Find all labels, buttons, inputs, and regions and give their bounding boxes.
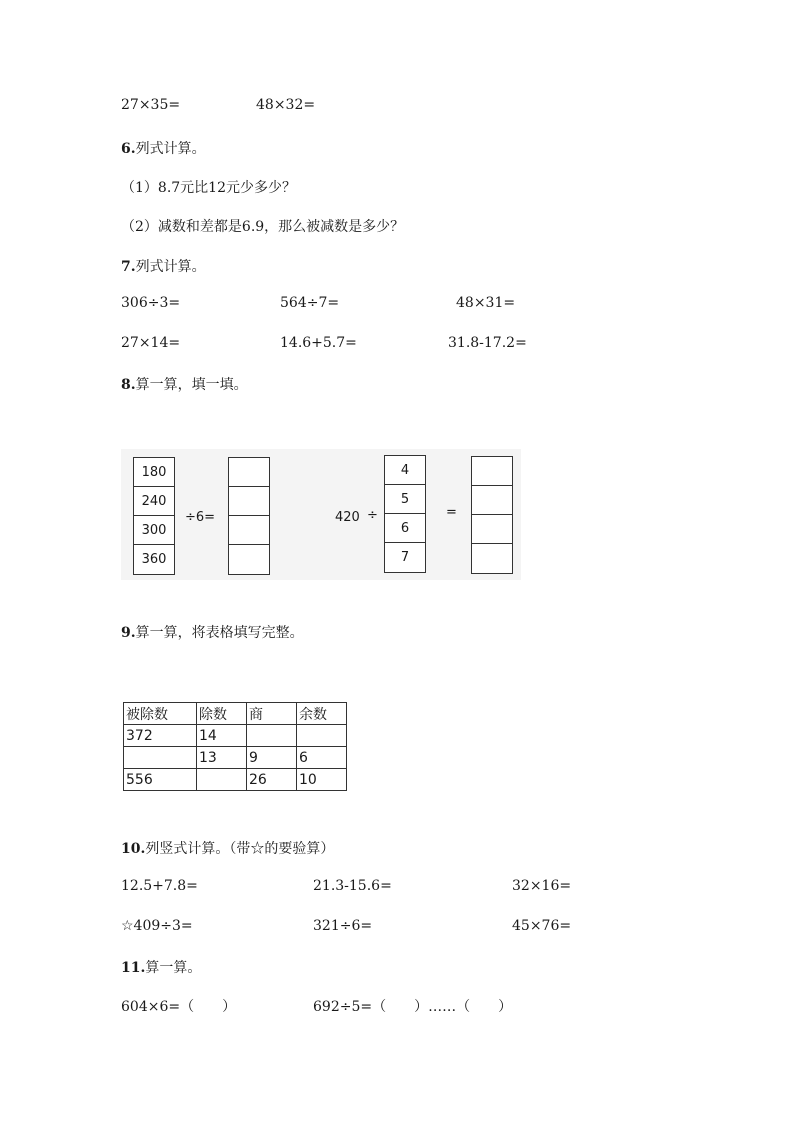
table-cell: 556 <box>124 769 197 791</box>
table-cell: 6 <box>297 747 347 769</box>
dividend-cell: 300 <box>134 516 174 545</box>
q10-expr-6: 45×76= <box>512 918 572 934</box>
table-cell: 26 <box>247 769 297 791</box>
q7-expr-1: 306÷3= <box>121 295 181 311</box>
answer-box[interactable] <box>472 515 512 544</box>
table-row <box>124 725 347 747</box>
q11-heading <box>121 957 201 977</box>
q11-title: 算一算。 <box>145 960 202 976</box>
q10-heading <box>121 838 334 858</box>
q6-item-2: （2）减数和差都是6.9，那么被减数是多少？ <box>121 219 405 235</box>
q7-expr-4: 27×14= <box>121 335 181 351</box>
table-cell[interactable] <box>297 725 347 747</box>
division-table <box>123 702 347 791</box>
divisor-cell: 5 <box>385 485 425 514</box>
answer-box[interactable] <box>472 544 512 573</box>
table-row <box>124 769 347 791</box>
q7-expr-6: 31.8-17.2= <box>448 335 527 351</box>
q11-expr-2: 692÷5=（ ）……（ ） <box>313 999 513 1015</box>
q8-number: 8. <box>121 377 136 393</box>
header-divisor: 除数 <box>197 703 247 725</box>
q6-title: 列式计算。 <box>135 141 206 157</box>
expr-27x35: 27×35= <box>121 97 181 113</box>
q11-expr-1: 604×6=（ ） <box>121 999 237 1015</box>
table-cell[interactable] <box>197 769 247 791</box>
q8-heading <box>121 374 248 394</box>
q7-expr-3: 48×31= <box>456 295 516 311</box>
divisor-cell: 6 <box>385 514 425 543</box>
dividend-420: 420 <box>335 510 360 525</box>
q10-expr-2: 21.3-15.6= <box>313 878 392 894</box>
divide-by-six: ÷6= <box>185 510 216 525</box>
divisor-cell: 4 <box>385 456 425 485</box>
header-remainder: 余数 <box>297 703 347 725</box>
answer-box[interactable] <box>229 458 269 487</box>
divisor-cell: 7 <box>400 550 410 565</box>
q8-title: 算一算，填一填。 <box>135 377 248 393</box>
q7-expr-2: 564÷7= <box>280 295 340 311</box>
q6-item-1: （1）8.7元比12元少多少？ <box>121 180 296 196</box>
q7-expr-5: 14.6+5.7= <box>280 335 357 351</box>
q10-expr-5: 321÷6= <box>313 918 373 934</box>
answer-box[interactable] <box>229 545 269 574</box>
table-cell[interactable] <box>247 725 297 747</box>
dividend-cell: 240 <box>134 487 174 516</box>
header-dividend: 被除数 <box>124 703 197 725</box>
q9-number: 9. <box>121 625 136 641</box>
divisor-stack <box>384 455 426 573</box>
q10-number: 10. <box>121 841 146 857</box>
division-figure <box>121 449 521 580</box>
dividend-cell: 180 <box>134 458 174 487</box>
q6-number: 6. <box>121 141 136 157</box>
q7-number: 7. <box>121 259 136 275</box>
q6-heading <box>121 138 206 158</box>
q11-number: 11. <box>121 960 146 976</box>
q7-heading <box>121 256 206 276</box>
q10-expr-4: ☆409÷3= <box>121 918 193 934</box>
table-cell[interactable] <box>124 747 197 769</box>
q10-title: 列竖式计算。（带☆的要验算） <box>145 841 335 857</box>
q10-expr-3: 32×16= <box>512 878 572 894</box>
table-row <box>124 747 347 769</box>
q9-heading <box>121 622 304 642</box>
table-cell: 10 <box>297 769 347 791</box>
divide-sign: ÷ <box>367 508 378 523</box>
q10-expr-1: 12.5+7.8= <box>121 878 198 894</box>
q7-title: 列式计算。 <box>135 259 206 275</box>
table-header-row <box>124 703 347 725</box>
table-cell: 14 <box>197 725 247 747</box>
equals-sign: = <box>446 505 457 520</box>
answer-box[interactable] <box>472 457 512 486</box>
table-cell: 372 <box>124 725 197 747</box>
answer-stack-right <box>471 456 513 574</box>
dividend-cell: 360 <box>141 552 167 567</box>
table-cell: 9 <box>247 747 297 769</box>
header-quotient: 商 <box>247 703 297 725</box>
answer-box[interactable] <box>229 516 269 545</box>
expr-48x32: 48×32= <box>256 97 316 113</box>
table-cell: 13 <box>197 747 247 769</box>
q9-title: 算一算，将表格填写完整。 <box>135 625 304 641</box>
dividend-stack <box>133 457 175 575</box>
answer-stack-left <box>228 457 270 575</box>
answer-box[interactable] <box>472 486 512 515</box>
answer-box[interactable] <box>229 487 269 516</box>
